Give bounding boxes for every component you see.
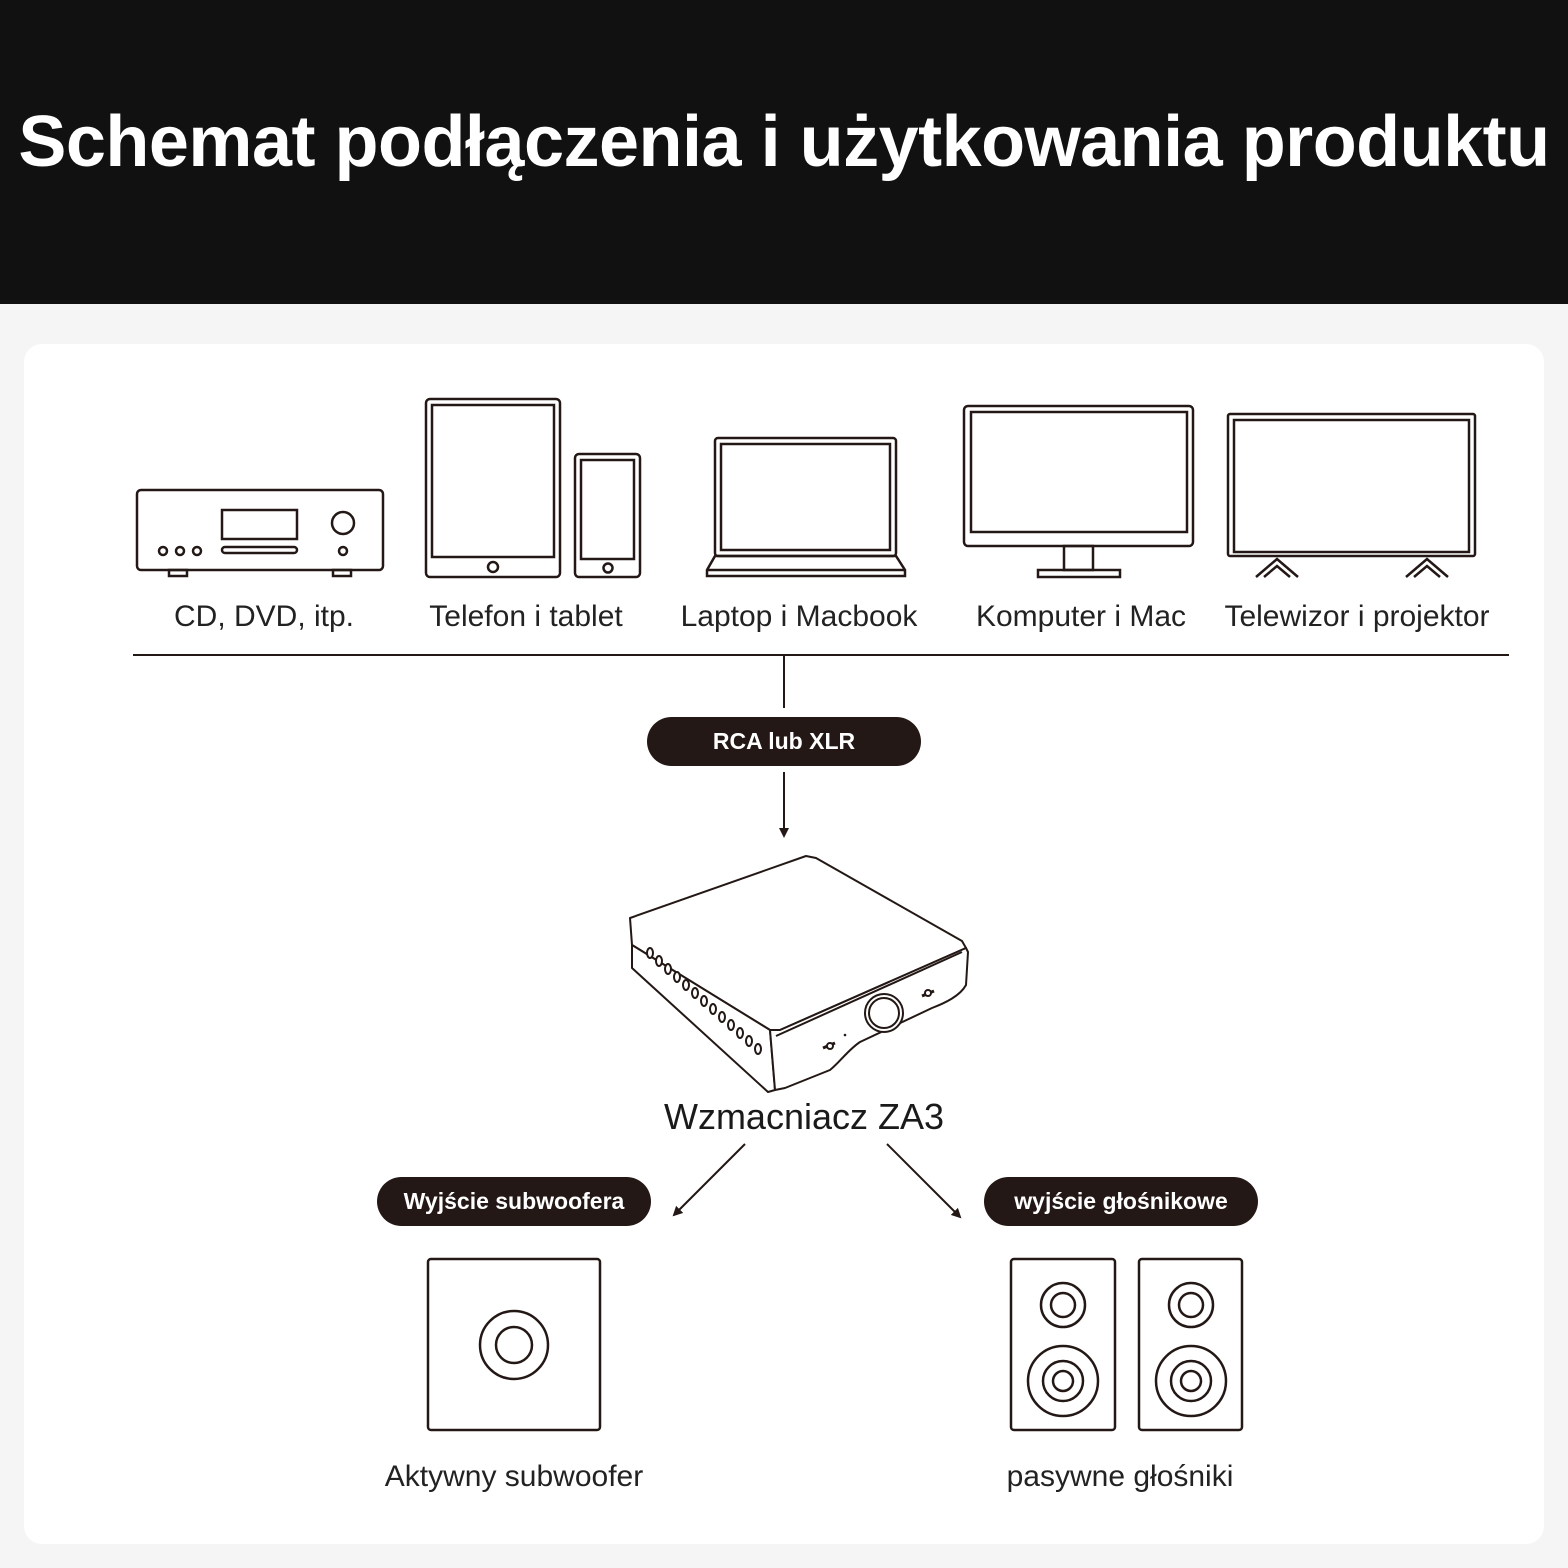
speaker-output-pill: wyjście głośnikowe bbox=[984, 1177, 1258, 1226]
source-label-laptop: Laptop i Macbook bbox=[680, 600, 918, 633]
input-connection-pill: RCA lub XLR bbox=[647, 717, 921, 766]
cd-player-icon bbox=[137, 490, 383, 576]
subwoofer-icon bbox=[428, 1259, 600, 1430]
amplifier-label: Wzmacniacz ZA3 bbox=[663, 1096, 945, 1137]
source-label-computer: Komputer i Mac bbox=[975, 600, 1187, 633]
laptop-icon bbox=[707, 438, 905, 576]
output-label-speakers: pasywne głośniki bbox=[1006, 1460, 1234, 1493]
source-label-phone-tablet: Telefon i tablet bbox=[429, 600, 623, 633]
amplifier-icon bbox=[630, 856, 968, 1092]
subwoofer-output-pill: Wyjście subwoofera bbox=[377, 1177, 651, 1226]
source-label-cd-dvd: CD, DVD, itp. bbox=[173, 600, 355, 633]
output-label-subwoofer: Aktywny subwoofer bbox=[384, 1460, 644, 1493]
page-title: Schemat podłączenia i użytkowania produktu bbox=[18, 102, 1550, 182]
source-label-tv: Telewizor i projektor bbox=[1224, 600, 1490, 633]
tablet-phone-icon bbox=[426, 399, 640, 577]
speakers-icon bbox=[1011, 1259, 1242, 1430]
tv-icon bbox=[1228, 414, 1475, 577]
desktop-monitor-icon bbox=[964, 406, 1193, 577]
